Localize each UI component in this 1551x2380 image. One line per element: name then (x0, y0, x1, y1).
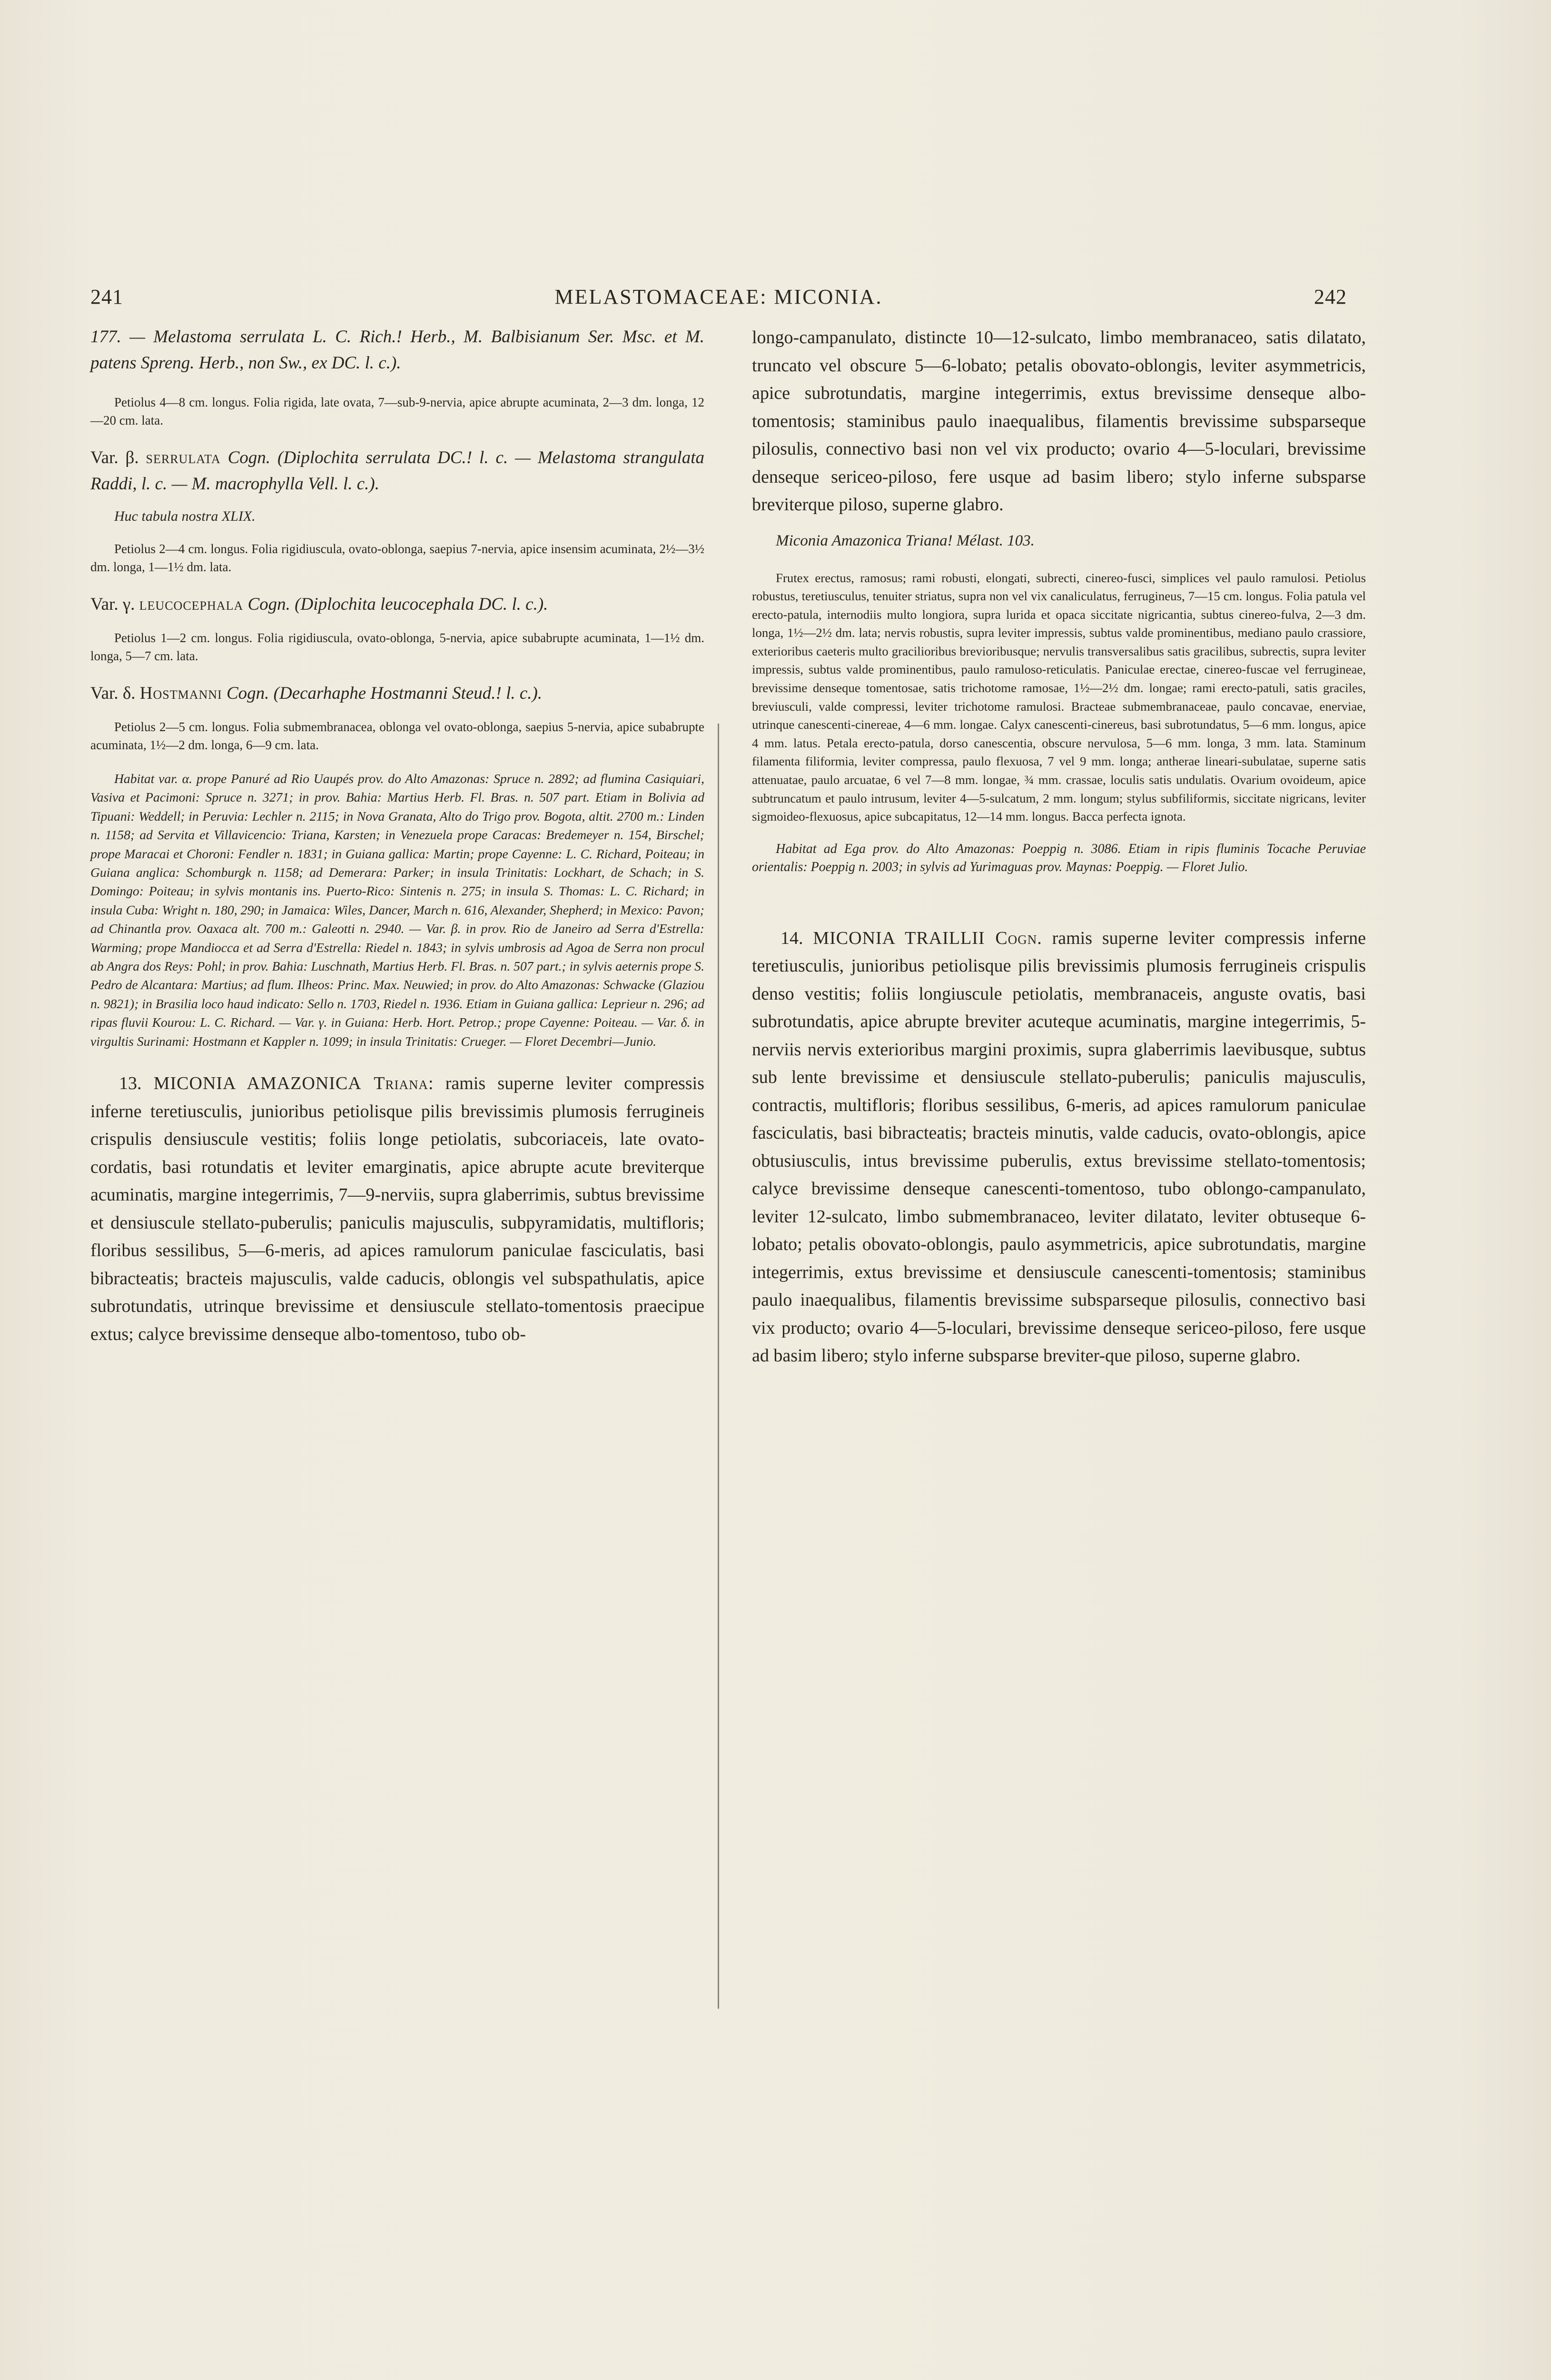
species-177-synonyms: 177. — Melastoma serrulata L. C. Rich.! Herb., M. Balbisianum Ser. Msc. et M. patens Spreng. Herb., non Sw., ex DC. l. c.). (90, 327, 704, 373)
page-number-right: 242 (1314, 285, 1347, 308)
variety-gamma-heading: Var. γ. leucocephala Cogn. (Diplochita leucocephala DC. l. c.). (90, 595, 548, 614)
species-177-description: Petiolus 4—8 cm. longus. Folia rigida, late ovata, 7—sub-9-nervia, apice abrupte acuminata, 2—3 dm. longa, 12—20 cm. lata. (90, 395, 704, 427)
page-number-left: 241 (90, 285, 123, 308)
entry-13-citation: Miconia Amazonica Triana! Mélast. 103. (776, 532, 1035, 549)
plate-reference: Huc tabula nostra XLIX. (114, 508, 256, 524)
entry-13-miconia-amazonica: 13. MICONIA AMAZONICA Triana: ramis superne leviter compressis inferne teretiusculis, junioribus petiolisque pilis brevissimis plumosis ferrugineis crispulis densiuscule vestitis; foliis longe petiolatis, subcoriaceis, late ovato-cordatis, basi rotundatis et leviter emarginatis, apice abrupte acute breviterque acuminatis, margine integerrimis, 7—9-nerviis, supra glaberrimis, subtus brevissime et densiuscule stellato-puberulis; paniculis majusculis, subpyramidatis, multifloris; floribus sessilibus, 5—6-meris, ad apices ramulorum paniculae fasciculatis, basi bibracteatis; bracteis majusculis, valde caducis, oblongis vel subspathulatis, apice subrotundatis, utrinque brevissime et densiuscule stellato-tomentosis praecipue extus; calyce brevissime denseque albo-tomentoso, tubo ob- (90, 1073, 704, 1344)
entry-14-miconia-traillii: 14. MICONIA TRAILLII Cogn. ramis superne leviter compressis inferne teretiusculis, junioribus petiolisque pilis brevissimis plumosis ferrugineis crispulis denso vestitis; foliis longiuscule petiolatis, membranaceis, anguste ovatis, basi subrotundatis, apice abrupte breviter acuteque acuminatis, margine integerrimis, 5-nerviis nervis exterioribus margini proximis, supra glaberrimis laevibusque, subtus sub lente brevissime et densiuscule stellato-puberulis; paniculis majusculis, contractis, multifloris; floribus sessilibus, 6-meris, ad apices ramulorum paniculae fasciculatis, basi bibracteatis; bracteis minutis, valde caducis, ovato-oblongis, apice obtusiusculis, intus brevissime puberulis, extus brevissime stellato-tomentosis; calyce brevissime denseque canescenti-tomentoso, tubo oblongo-campanulato, leviter 12-sulcato, limbo submembranaceo, leviter dilatato, leviter obtuseque 6-lobato; petalis obovato-oblongis, paulo asymmetricis, apice subrotundatis, margine integerrimis, extus brevissime et densiuscule canescenti-tomentosis; staminibus paulo inaequalibus, filamentis brevissime subsparseque pilosulis, connectivo basi vix producto; ovario 4—5-loculari, brevissime denseque sericeo-piloso, fere usque ad basim libero; stylo inferne subsparse breviter-que piloso, superne glabro. (752, 928, 1366, 1366)
page-header (90, 285, 1347, 313)
running-title: MELASTOMACEAE: MICONIA. (554, 285, 883, 308)
habitat-paragraph: Habitat var. α. prope Panuré ad Rio Uaupés prov. do Alto Amazonas: Spruce n. 2892; ad flumina Casiquiari, Vasiva et Pacimoni: Spruce n. 3271; in prov. Bahia: Martius Herb. Fl. Bras. n. 507 part. Etiam in Bolivia ad Tipuani: Weddell; in Peruvia: Lechler n. 2115; in Nova Granata, Alto do Trigo prov. Bogota, altit. 2700 m.: Linden n. 1158; ad Servita et Villavicencio: Triana, Karsten; in Venezuela prope Caracas: Bredemeyer n. 154, Birschel; prope Maracai et Choroni: Fendler n. 1831; in Guiana gallica: Martin; prope Cayenne: L. C. Richard, Poiteau; in Guiana anglica: Schomburgk n. 1158; ad Demerara: Parker; in insula Trinitatis: Lockhart, de Schach; in S. Domingo: Poiteau; in sylvis montanis ins. Puerto-Rico: Sintenis n. 275; in insula S. Thomas: L. C. Richard; in insula Cuba: Wright n. 180, 290; in Jamaica: Wiles, Dancer, March n. 616, Alexander, Shepherd; in Mexico: Pavon; ad Chinantla prov. Oaxaca alt. 700 m.: Galeotti n. 2940. — Var. β. in prov. Rio de Janeiro ad Serra d'Estrella: Warming; prope Mandiocca et ad Serra d'Estrella: Riedel n. 1843; in sylvis umbrosis ad Agoa de Serra non procul ab Angra dos Reys: Pohl; in prov. Bahia: Luschnath, Martius Herb. Fl. Bras. n. 507 part.; in sylvis aeternis prope S. Pedro de Alcantara: Martius; ad flum. Ilheos: Princ. Max. Neuwied; in prov. do Alto Amazonas: Schwacke (Glaziou n. 9821); in Brasilia loco haud indicato: Sello n. 1703, Riedel n. 1936. Etiam in Guiana gallica: Leprieur n. 296; ad ripas fluvii Kourou: L. C. Richard. — Var. γ. in Guiana: Herb. Hort. Petrop.; prope Cayenne: Poiteau. — Var. δ. in virgultis Surinami: Hostmann et Kappler n. 1099; in insula Trinitatis: Crueger. — Floret Decembri—Junio. (90, 771, 704, 1049)
entry-13-habitat: Habitat ad Ega prov. do Alto Amazonas: Poeppig n. 3086. Etiam in ripis fluminis Tocache Peruviae orientalis: Poeppig n. 2003; in sylvis ad Yurimaguas prov. Maynas: Poeppig. — Floret Julio. (752, 841, 1366, 875)
variety-beta-heading: Var. β. serrulata Cogn. (Diplochita serrulata DC.! l. c. — Melastoma strangulata Raddi, l. c. — M. macrophylla Vell. l. c.). (90, 448, 704, 494)
variety-delta-description: Petiolus 2—5 cm. longus. Folia submembranacea, oblonga vel ovato-oblonga, saepius 5-nervia, apice subabrupte acuminata, 1½—2 dm. longa, 6—9 cm. lata. (90, 720, 704, 752)
right-column (752, 324, 1366, 1370)
variety-gamma-description: Petiolus 1—2 cm. longus. Folia rigidiuscula, ovato-oblonga, 5-nervia, apice subabrupte acuminata, 1—1½ dm. longa, 5—7 cm. lata. (90, 631, 704, 663)
entry-13-continued: longo-campanulato, distincte 10—12-sulcato, limbo membranaceo, satis dilatato, truncato vel obscure 5—6-lobato; petalis obovato-oblongis, leviter asymmetricis, apice subrotundatis, margine integerrimis, extus brevissime denseque albo-tomentosis; staminibus paulo inaequalibus, filamentis brevissime subsparseque pilosulis, connectivo basi non vel vix producto; ovario 4—5-loculari, brevissime denseque sericeo-piloso, fere usque ad basim libero; stylo inferne subsparse breviterque piloso, superne glabro. (752, 327, 1366, 515)
entry-13-description: Frutex erectus, ramosus; rami robusti, elongati, subrecti, cinereo-fusci, simplices vel paulo ramulosi. Petiolus robustus, teretiusculus, tenuiter striatus, supra non vel vix canaliculatus, ferrugineus, 7—15 cm. longus. Folia patula vel erecto-patula, internodiis multo longiora, supra lurida et opaca siccitate nigricantia, subtus cinereo-fulva, 2—3 dm. longa, 1½—2½ dm. lata; nervis robustis, supra leviter impressis, subtus valde prominentibus, mediano paulo crassiore, exterioribus caeteris multo gracilioribus brevioribusque; nervulis transversalibus satis gracilibus, subrectis, supra leviter impressis, subtus valde prominentibus, paulo ramuloso-reticulatis. Paniculae erectae, cinereo-fuscae vel ferrugineae, brevissime denseque tomentosae, satis trichotome ramosae, 1½—2½ dm. longae; rami erecto-patuli, satis graciles, breviusculi, valde compressi, leviter trichotome ramulosi. Bracteae submembranaceae, paulo concavae, enerviae, utrinque canescenti-cinereae, 4—6 mm. longae. Calyx canescenti-cinereus, basi subrotundatus, 5—6 mm. longus, apice 4 mm. latus. Petala erecto-patula, dorso canescentia, obscure nervulosa, 5—6 mm. longa, 3 mm. lata. Staminum filamenta filiformia, leviter compressa, paulo flexuosa, 7 vel 9 mm. longa; antherae lineari-subulatae, superne satis attenuatae, paulo arcuatae, 6 vel 7—8 mm. longae, ¾ mm. crassae, loculis satis undulatis. Ovarium ovoideum, apice subtruncatum et paulo intrusum, leviter 4—5-sulcatum, 2 mm. longum; stylus subfiliformis, siccitate nigricans, leviter sigmoideo-flexuosus, apice subcapitatus, 12—14 mm. longus. Bacca perfecta ignota. (752, 570, 1366, 824)
variety-beta-description: Petiolus 2—4 cm. longus. Folia rigidiuscula, ovato-oblonga, saepius 7-nervia, apice insensim acuminata, 2½—3½ dm. longa, 1—1½ dm. lata. (90, 542, 704, 574)
column-divider (718, 724, 719, 2009)
left-column (90, 324, 704, 1348)
variety-delta-heading: Var. δ. Hostmanni Cogn. (Decarhaphe Hostmanni Steud.! l. c.). (90, 684, 543, 703)
